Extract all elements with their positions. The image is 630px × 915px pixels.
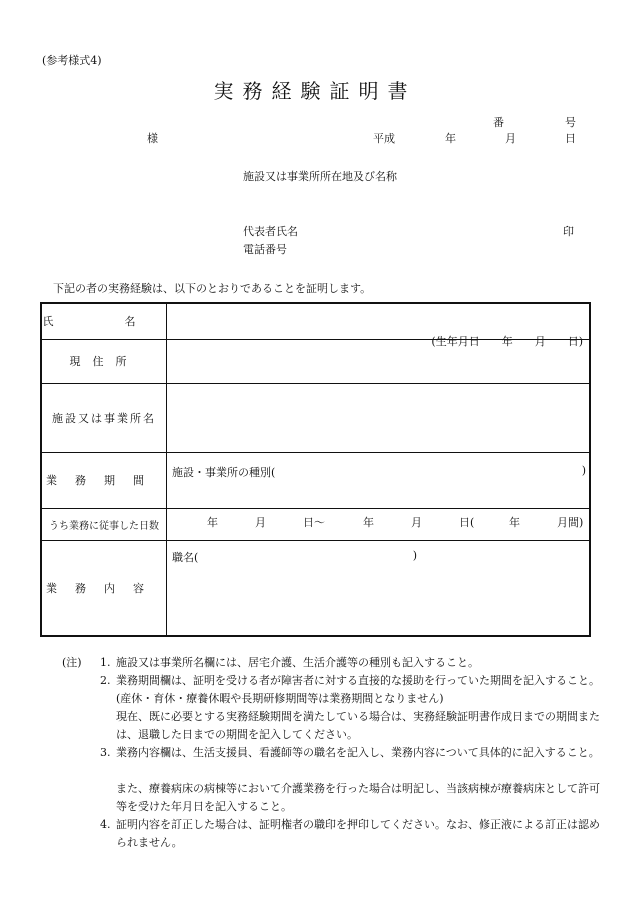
note-number: 2. xyxy=(100,674,111,687)
birthdate-note: (生年月日 年 月 日) xyxy=(431,335,583,349)
year-label: 年 xyxy=(445,132,456,145)
note-item xyxy=(100,744,605,762)
month-label: 月 xyxy=(505,132,516,145)
period-part: 年 xyxy=(363,516,374,529)
table-row xyxy=(41,303,590,339)
job-title-label: 職名( xyxy=(172,550,199,564)
period-part: 日( xyxy=(459,516,475,529)
reference-form-number: (参考様式4) xyxy=(42,54,102,67)
period-part: 月 xyxy=(255,516,266,529)
facility-type-label: 施設・事業所の種別( xyxy=(172,465,276,479)
working-days-label: うち業務に従事した日数 xyxy=(41,508,167,540)
note-item xyxy=(100,816,605,852)
address-label: 現住所 xyxy=(41,339,167,383)
recipient-suffix: 様 xyxy=(147,132,158,145)
notes-heading: (注) xyxy=(62,656,82,669)
note-text: また、療養病床の病棟等において介護業務を行った場合は明記し、当該病棟が療養病床として許可等を受けた年月日を記入すること。 xyxy=(116,782,600,813)
note-text: 施設又は事業所名欄には、居宅介護、生活介護等の種別も記入すること。 xyxy=(116,656,479,669)
certificate-table xyxy=(40,302,591,637)
note-text: 業務期間欄は、証明を受ける者が障害者に対する直接的な援助を行っていた期間を記入すること。(産休・育休・療養休暇や長期研修期間等は業務期間となりません) xyxy=(116,674,600,705)
issuer-facility-label: 施設又は事業所所在地及び名称 xyxy=(243,170,397,183)
note-item xyxy=(100,708,605,744)
document-title: 実務経験証明書 xyxy=(213,79,417,103)
period-part: 年 xyxy=(509,516,520,529)
duty-label: 業務内容 xyxy=(41,540,167,636)
note-item xyxy=(100,780,605,816)
note-text: 現在、既に必要とする実務経験期間を満たしている場合は、実務経験証明書作成日までの期間または、退職した日までの期間を記入してください。 xyxy=(116,710,600,741)
seal-mark: 印 xyxy=(563,225,574,238)
period-part: 月 xyxy=(411,516,422,529)
period-part: 年 xyxy=(207,516,218,529)
name-field[interactable] xyxy=(167,303,591,349)
work-period-field[interactable] xyxy=(167,452,591,529)
note-text: 業務内容欄は、生活支援員、看護師等の職名を記入し、業務内容について具体的に記入すること。 xyxy=(116,746,600,759)
number-label: 番 xyxy=(493,116,504,129)
table-row xyxy=(41,540,590,636)
job-title-close: ) xyxy=(412,548,417,562)
era-label: 平成 xyxy=(373,132,395,145)
facility-name-label: 施設又は事業所名 xyxy=(41,383,167,452)
number-suffix: 号 xyxy=(565,116,576,129)
facility-type-line xyxy=(172,464,586,480)
work-period-label: 業務期間 xyxy=(41,452,167,508)
table-row xyxy=(41,383,590,452)
facility-type-close: ) xyxy=(581,463,586,477)
note-text: 証明内容を訂正した場合は、証明権者の職印を押印してください。なお、修正液による訂正は認められません。 xyxy=(116,818,600,849)
note-item xyxy=(100,672,605,708)
day-label: 日 xyxy=(565,132,576,145)
working-days-field[interactable] xyxy=(167,508,591,540)
note-number: 3. xyxy=(100,746,111,759)
name-label: 氏 名 xyxy=(41,303,167,339)
note-item xyxy=(100,654,605,672)
duty-field[interactable] xyxy=(167,540,591,636)
facility-name-field[interactable] xyxy=(167,383,591,479)
representative-label: 代表者氏名 xyxy=(243,225,298,238)
period-part: 日～ xyxy=(303,516,325,529)
note-number: 1. xyxy=(100,656,111,669)
note-number: 4. xyxy=(100,818,111,831)
certification-statement: 下記の者の実務経験は、以下のとおりであることを証明します。 xyxy=(53,282,372,295)
period-part: 月間) xyxy=(557,516,584,529)
phone-label: 電話番号 xyxy=(243,243,287,256)
job-title-line xyxy=(172,549,417,565)
table-row xyxy=(41,452,590,508)
